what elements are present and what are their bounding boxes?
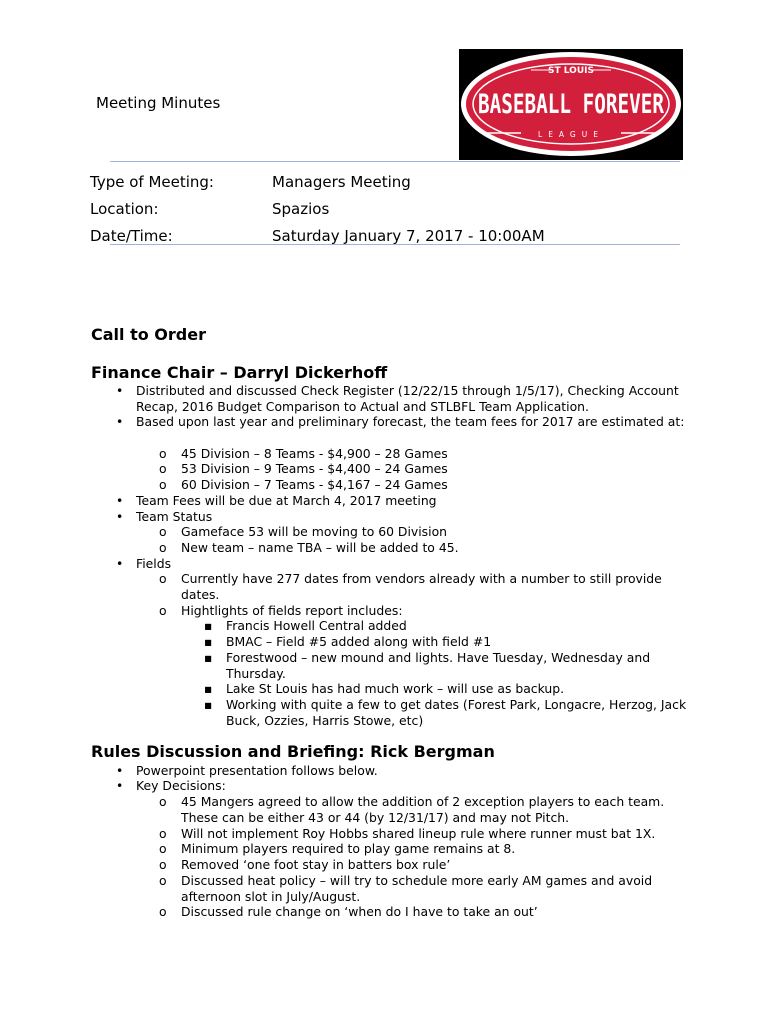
rules-heading: Rules Discussion and Briefing: Rick Bergman <box>91 742 495 761</box>
bullet-dot: • <box>116 778 124 793</box>
list-item: Minimum players required to play game remains at 8. <box>181 841 516 856</box>
bullet-dot: • <box>116 509 124 524</box>
circle-bullet: o <box>159 524 167 539</box>
call-to-order-heading: Call to Order <box>91 325 206 344</box>
circle-bullet: o <box>159 857 167 872</box>
finance-heading: Finance Chair – Darryl Dickerhoff <box>91 363 388 382</box>
type-label: Type of Meeting: <box>90 173 214 191</box>
list-item: Francis Howell Central added <box>226 618 407 633</box>
list-item: Powerpoint presentation follows below. <box>136 763 378 778</box>
datetime-value: Saturday January 7, 2017 - 10:00AM <box>272 227 545 245</box>
square-bullet: ▪ <box>204 650 213 665</box>
square-bullet: ▪ <box>204 618 213 633</box>
list-item: 45 Division – 8 Teams - $4,900 – 28 Games <box>181 446 448 461</box>
list-item: Working with quite a few to get dates (Forest Park, Longacre, Herzog, Jack Buck, Ozzies, Harris Stowe, etc) <box>226 697 687 728</box>
header-divider <box>110 161 680 162</box>
square-bullet: ▪ <box>204 681 213 696</box>
league-logo <box>459 49 683 160</box>
meta-divider <box>110 244 680 245</box>
circle-bullet: o <box>159 826 167 841</box>
list-item: Team Fees will be due at March 4, 2017 meeting <box>136 493 437 508</box>
meeting-meta <box>90 173 690 254</box>
list-item: Removed ‘one foot stay in batters box rule’ <box>181 857 451 872</box>
svg-text:ST LOUIS: ST LOUIS <box>548 66 594 76</box>
list-item: 60 Division – 7 Teams - $4,167 – 24 Games <box>181 477 448 492</box>
list-item: Fields <box>136 556 172 571</box>
location-value: Spazios <box>272 200 330 218</box>
circle-bullet: o <box>159 461 167 476</box>
square-bullet: ▪ <box>204 634 213 649</box>
circle-bullet: o <box>159 873 167 888</box>
bullet-dot: • <box>116 556 124 571</box>
list-item: Forestwood – new mound and lights. Have Tuesday, Wednesday and Thursday. <box>226 650 651 681</box>
list-item: Lake St Louis has had much work – will use as backup. <box>226 681 565 696</box>
document-title: Meeting Minutes <box>96 94 221 112</box>
list-item: Will not implement Roy Hobbs shared lineup rule where runner must bat 1X. <box>181 826 656 841</box>
list-item: 53 Division – 9 Teams - $4,400 – 24 Games <box>181 461 448 476</box>
circle-bullet: o <box>159 477 167 492</box>
list-item: Team Status <box>136 509 213 524</box>
bullet-dot: • <box>116 383 124 398</box>
type-value: Managers Meeting <box>272 173 411 191</box>
list-item: Hightlights of fields report includes: <box>181 603 403 618</box>
location-label: Location: <box>90 200 159 218</box>
datetime-label: Date/Time: <box>90 227 173 245</box>
list-item: Key Decisions: <box>136 778 226 793</box>
circle-bullet: o <box>159 794 167 809</box>
list-item: Discussed rule change on ‘when do I have to take an out’ <box>181 904 538 919</box>
list-item: BMAC – Field #5 added along with field #1 <box>226 634 492 649</box>
square-bullet: ▪ <box>204 697 213 712</box>
list-item: New team – name TBA – will be added to 45. <box>181 540 459 555</box>
svg-text:LEAGUE: LEAGUE <box>538 130 604 139</box>
meta-row-location <box>90 200 690 227</box>
circle-bullet: o <box>159 571 167 586</box>
circle-bullet: o <box>159 540 167 555</box>
bullet-dot: • <box>116 493 124 508</box>
list-item: Based upon last year and preliminary forecast, the team fees for 2017 are estimated at: <box>136 414 685 429</box>
circle-bullet: o <box>159 603 167 618</box>
circle-bullet: o <box>159 446 167 461</box>
list-item: Discussed heat policy – will try to schedule more early AM games and avoid afternoon slot in July/August. <box>181 873 653 904</box>
svg-text:BASEBALL FOREVER: BASEBALL FOREVER <box>478 89 665 120</box>
meta-row-datetime <box>90 227 690 254</box>
list-item: Gameface 53 will be moving to 60 Division <box>181 524 448 539</box>
circle-bullet: o <box>159 841 167 856</box>
bullet-dot: • <box>116 763 124 778</box>
list-item: Distributed and discussed Check Register (12/22/15 through 1/5/17), Checking Account Recap, 2016 Budget Comparison to Actual and STLBFL Team Application. <box>136 383 679 414</box>
meta-row-type <box>90 173 690 200</box>
list-item: Currently have 277 dates from vendors already with a number to still provide dates. <box>181 571 662 602</box>
circle-bullet: o <box>159 904 167 919</box>
bullet-dot: • <box>116 414 124 429</box>
list-item: 45 Mangers agreed to allow the addition of 2 exception players to each team. These can be either 43 or 44 (by 12/31/17) and may not Pitch. <box>181 794 665 825</box>
